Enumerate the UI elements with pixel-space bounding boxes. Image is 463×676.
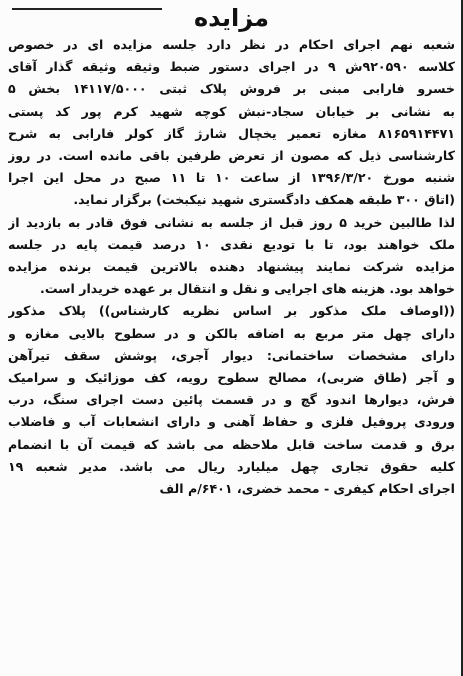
notice-line: ورودی پروفیل فلزی و حفاظ آهنی و دارای انشعابات آب و فاضلاب [8,414,455,430]
notice-line: شعبه نهم اجرای احکام در نظر دارد جلسه مزایده ای در خصوص [8,37,455,52]
notice-line: فرش، دیوارها اندود گچ و در قسمت پائین دست اجرای سنگ، درب [8,392,455,408]
notice-line: دارای چهل متر مربع به اضافه بالکن و در سطوح بالایی مغازه و [8,325,455,341]
header-rule [12,8,162,10]
notice-line: ۸۱۶۵۹۱۴۴۷۱ مغازه تعمیر یخچال شارژ گاز کولر فارابی به شرح [8,125,455,141]
notice-signature: اجرای احکام کیفری - محمد خضری، ۶۴۰۱/م الف [159,481,455,497]
notice-line: خسرو فارابی مبنی بر فروش پلاک ثبتی ۱۴۱۱۷/۵۰۰۰ بخش ۵ [8,81,455,97]
notice-body [8,34,455,500]
notice-line: ((اوصاف ملک مذکور بر اساس نظریه کارشناس)) پلاک مذکور [8,303,455,319]
notice-line: کلیه حقوق تجاری چهل میلیارد ریال می باشد. مدیر شعبه ۱۹ [8,458,455,474]
notice-line: به نشانی بر خیابان سجاد-نبش کوچه شهید کرم پور کد پستی [8,103,455,119]
notice-line: خواهد بود. هزینه های اجرایی و نقل و انتقال بر عهده خریدار است. [40,281,455,297]
notice-title: مزایده [193,4,270,32]
notice-line: کلاسه ۹۲۰۵۹۰ش ۹ در اجرای دستور ضبط وثیقه وثیقه گذار آقای [8,59,455,75]
notice-line: ملک خواهند بود، تا با تودیع نقدی ۱۰ درصد قیمت پایه در جلسه [8,236,455,252]
notice-line: لذا طالبین خرید ۵ روز قبل از جلسه به نشانی فوق قادر به بازدید از [8,214,455,230]
notice-line: برق و قدمت ساخت قابل ملاحظه می باشد که قیمت آن با انضمام [8,436,455,452]
notice-line: کارشناسی ذیل که مصون از تعرض طرفین باقی مانده است. در روز [8,148,455,164]
notice-line: (اتاق ۳۰۰ طبقه همکف دادگستری شهید نیکبخت) برگزار نماید. [73,192,455,208]
notice-line: دارای مشخصات ساختمانی: دیوار آجری، پوشش سقف تیرآهن [8,347,455,363]
notice-line: و آجر (طاق ضربی)، مصالح سطوح رویه، کف موزائیک و سرامیک [8,370,455,386]
notice-line: مزایده شرکت نمایند پیشنهاد دهنده بالاترین قیمت برنده مزایده [8,259,455,275]
notice-line: شنبه مورخ ۱۳۹۶/۳/۲۰ از ساعت ۱۰ تا ۱۱ صبح در محل این اجرا [8,170,455,186]
title-row [8,2,455,34]
